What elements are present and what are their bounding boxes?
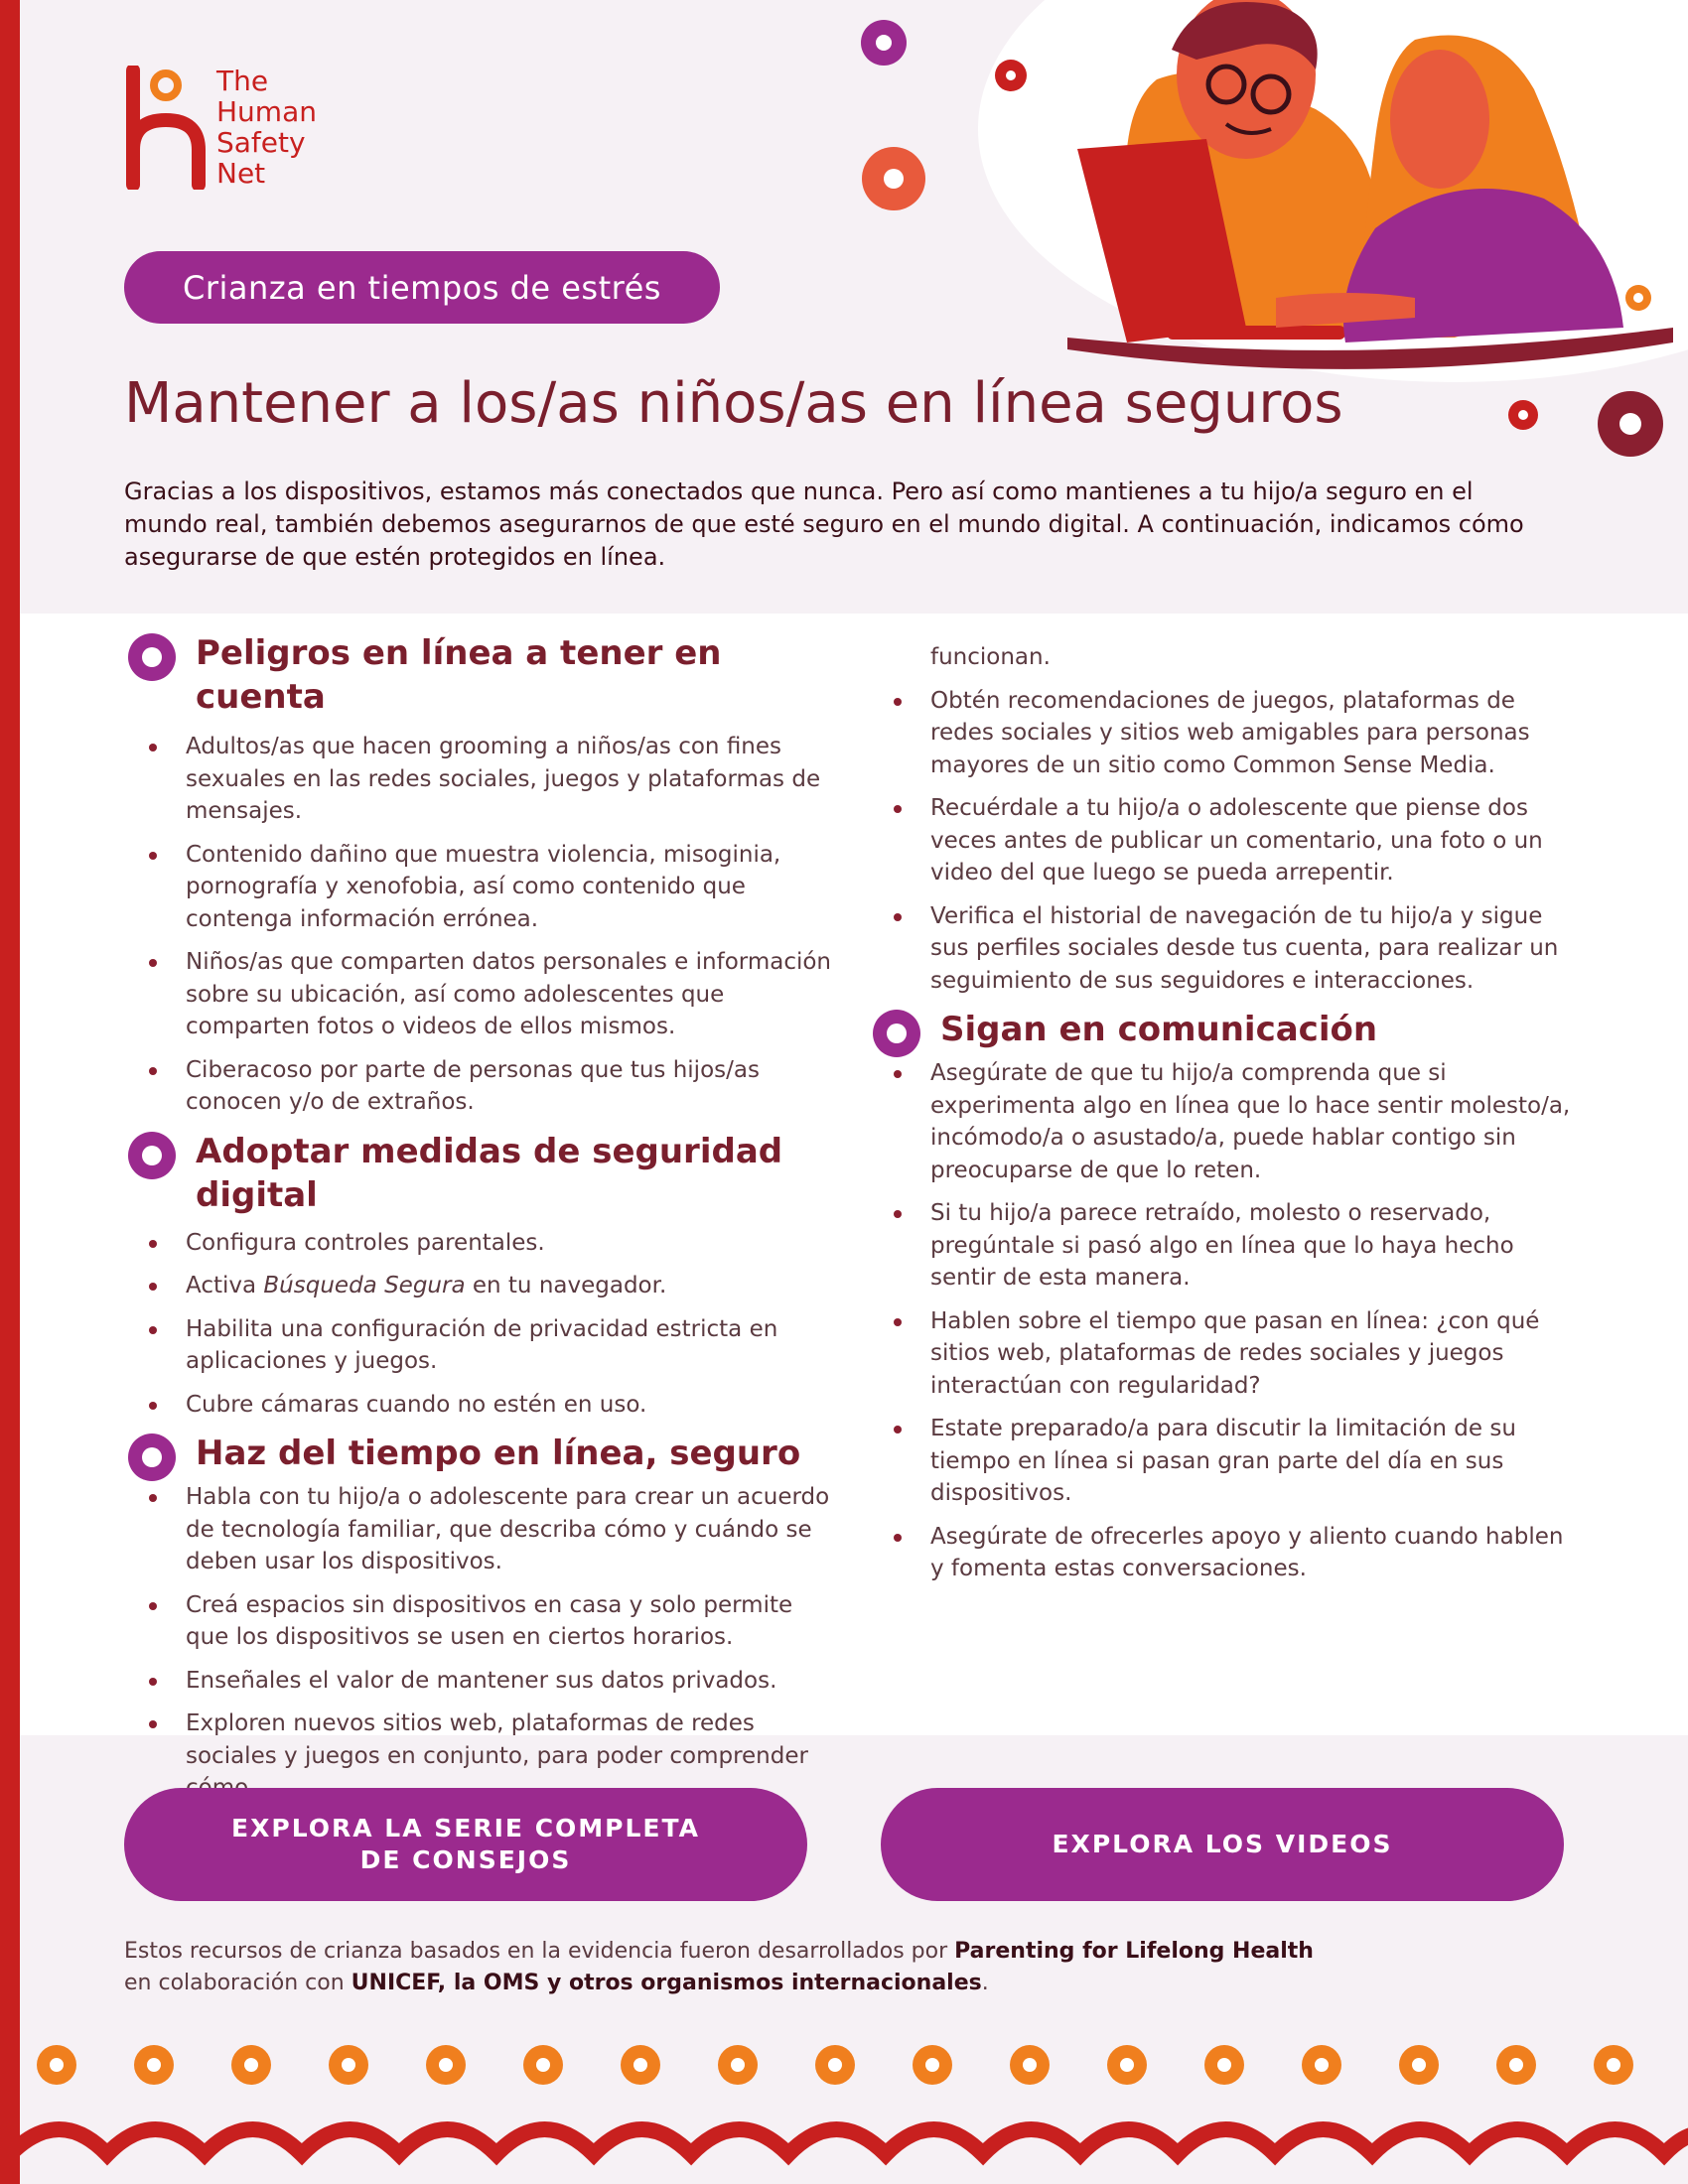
heading-text: Adoptar medidas de seguridad digital — [196, 1131, 783, 1215]
list-item: Si tu hijo/a parece retraído, molesto o reservado, pregúntale si pasó algo en línea que lo haya hecho sentir de esta manera. — [869, 1197, 1584, 1295]
list-item: Configura controles parentales. — [124, 1227, 839, 1260]
list-item: Creá espacios sin dispositivos en casa y solo permite que los dispositivos se usen en ciertos horarios. — [124, 1589, 839, 1654]
section-heading-text: Peligros en línea a tener en cuenta — [196, 633, 722, 717]
list-item: Verifica el historial de navegación de tu hijo/a y sigue sus perfiles sociales desde tus cuenta, para realizar un seguimiento de sus seguidores e interacciones. — [869, 900, 1584, 998]
time-list-continued — [869, 641, 1584, 997]
list-item — [124, 1270, 839, 1302]
list-item: Asegúrate de que tu hijo/a comprenda que si experimenta algo en línea que lo hace sentir molesto/a, incómodo/a o asustado/a, puede hablar contigo sin preocuparse de que lo reten. — [869, 1057, 1584, 1186]
decorative-ring-icon — [1598, 391, 1663, 457]
list-item: Hablen sobre el tiempo que pasan en línea: ¿con qué sitios web, plataformas de redes sociales y juegos interactúan con regularidad? — [869, 1305, 1584, 1403]
list-item: Ciberacoso por parte de personas que tus hijos/as conocen y/o de extraños. — [124, 1054, 839, 1119]
list-item: Obtén recomendaciones de juegos, plataformas de redes sociales y sitios web amigables para personas mayores de un sitio como Common Sense Media. — [869, 685, 1584, 782]
intro-paragraph: Gracias a los dispositivos, estamos más conectados que nunca. Pero así como mantienes a tu hijo/a seguro en el mundo real, también debemos asegurarnos de que esté seguro en el mundo digital. A continuación, indicamos cómo asegurarse de que estén protegidos en línea. — [124, 478, 1524, 571]
section-heading-communication — [869, 1008, 1584, 1051]
button-label: EXPLORA LA SERIE COMPLETA DE CONSEJOS — [231, 1814, 700, 1874]
section-heading-time — [124, 1432, 839, 1475]
section-heading-text — [124, 1130, 839, 1217]
item-emphasis: Búsqueda Segura — [263, 1273, 466, 1298]
explore-videos-button[interactable]: EXPLORA LOS VIDEOS — [881, 1788, 1564, 1901]
list-item: Enseñales el valor de mantener sus datos privados. — [124, 1665, 839, 1698]
brand-wordmark — [216, 66, 317, 189]
dangers-list — [124, 731, 839, 1119]
list-item: Asegúrate de ofrecerles apoyo y aliento cuando hablen y fomenta estas conversaciones. — [869, 1521, 1584, 1585]
section-heading-dangers — [124, 631, 839, 719]
credit-org-link[interactable]: Parenting for Lifelong Health — [954, 1939, 1314, 1964]
list-item: Contenido dañino que muestra violencia, misoginia, pornografía y xenofobia, así como contenido que contenga información errónea. — [124, 839, 839, 936]
section-heading-text: Haz del tiempo en línea, seguro — [196, 1433, 801, 1473]
list-item: Estate preparado/a para discutir la limitación de su tiempo en línea si pasan gran parte del día en sus dispositivos. — [869, 1413, 1584, 1510]
credit-text: en colaboración con — [124, 1971, 352, 1995]
decorative-border-pattern — [20, 2035, 1688, 2184]
left-column — [124, 631, 839, 1816]
section-ring-icon — [873, 1010, 920, 1057]
list-item-continued: funcionan. — [930, 644, 1051, 670]
brand-line: Net — [216, 157, 266, 190]
list-item: Exploren nuevos sitios web, plataformas de redes sociales y juegos en conjunto, para poder comprender — [124, 1707, 839, 1805]
item-text: en tu navegador. — [465, 1273, 667, 1298]
explore-series-button[interactable] — [124, 1788, 807, 1901]
item-text: Activa — [186, 1273, 264, 1298]
list-item: Habilita una configuración de privacidad estricta en aplicaciones y juegos. — [124, 1313, 839, 1378]
credit-org-link[interactable]: UNICEF, la OMS y otros organismos internacionales — [351, 1971, 982, 1995]
credit-text: . — [981, 1971, 989, 1995]
section-heading-text: Sigan en comunicación — [940, 1010, 1378, 1049]
brand-line: The — [216, 65, 269, 97]
safety-list — [124, 1227, 839, 1422]
series-tag: Crianza en tiempos de estrés — [124, 251, 720, 324]
credit-text: Estos recursos de crianza basados en la evidencia fueron desarrollados por — [124, 1939, 955, 1964]
brand-line: Human — [216, 95, 317, 128]
list-item: Recuérdale a tu hijo/a o adolescente que piense dos veces antes de publicar un comentario, una foto o un video del que luego se pueda arrepentir. — [869, 792, 1584, 889]
section-ring-icon — [128, 633, 176, 681]
section-heading-safety — [124, 1130, 839, 1217]
list-item: Adultos/as que hacen grooming a niños/as con fines sexuales en las redes sociales, juegos y plataformas de mensajes. — [124, 731, 839, 828]
list-item: Habla con tu hijo/a o adolescente para crear un acuerdo de tecnología familiar, que describa cómo y cuándo se deben usar los dispositivos. — [124, 1481, 839, 1578]
parent-child-laptop-illustration — [899, 0, 1688, 397]
decorative-ring-icon — [861, 20, 907, 66]
decorative-ring-icon — [862, 147, 925, 210]
time-list — [124, 1481, 839, 1805]
decorative-ring-icon — [995, 60, 1027, 91]
list-item: Cubre cámaras cuando no estén en uso. — [124, 1389, 839, 1422]
left-accent-bar — [0, 0, 20, 2184]
footer-credit — [124, 1936, 1316, 1999]
right-column — [869, 641, 1584, 1596]
communication-list — [869, 1057, 1584, 1585]
page-title: Mantener a los/as niños/as en línea seguros — [124, 371, 1343, 436]
list-item: Niños/as que comparten datos personales e información sobre su ubicación, así como adolescentes que comparten fotos o videos de ellos mismos. — [124, 946, 839, 1043]
section-ring-icon — [128, 1132, 176, 1179]
section-ring-icon — [128, 1433, 176, 1481]
human-safety-net-logo-icon — [121, 66, 215, 190]
brand-line: Safety — [216, 126, 306, 159]
